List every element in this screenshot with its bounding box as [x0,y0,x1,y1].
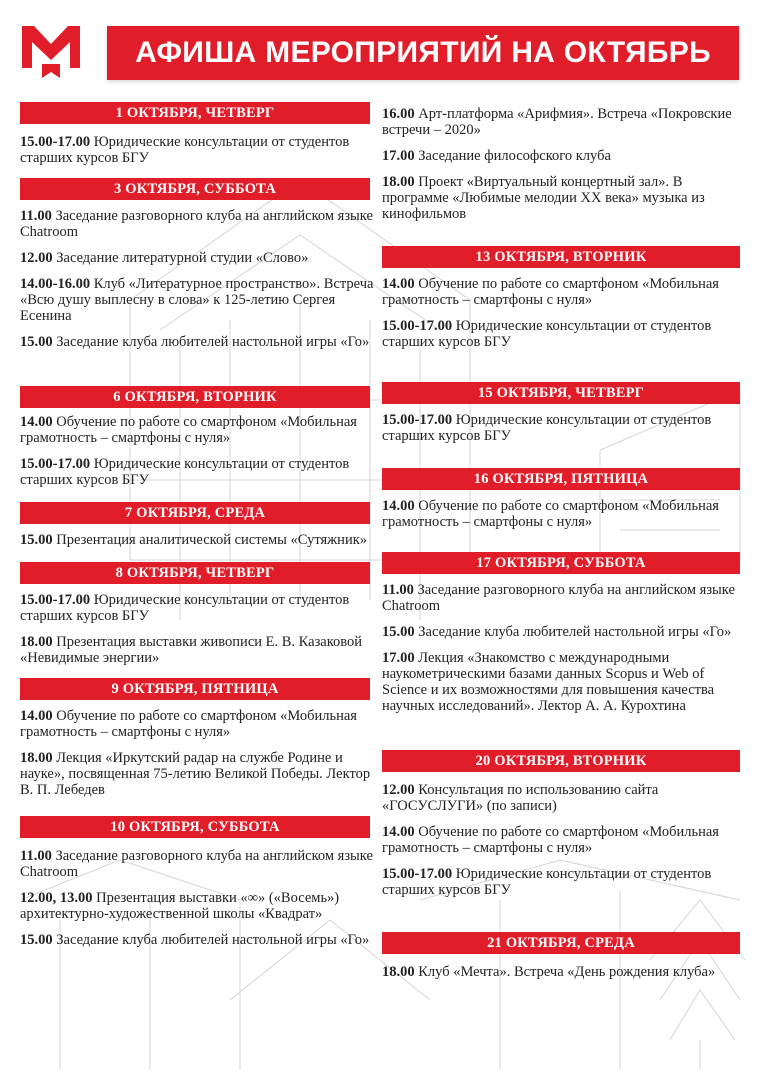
date-header: 3 ОКТЯБРЯ, СУББОТА [20,178,370,200]
date-header: 1 ОКТЯБРЯ, ЧЕТВЕРГ [20,102,370,124]
event-time: 15.00-17.00 [382,318,453,334]
event-time: 15.00 [382,624,415,640]
event [20,634,380,666]
event-text: Лекция «Иркутский радар на службе Родине и науке», посвященная 75-летию Великой Победы. Лектор В. П. Лебедев [20,750,371,798]
event [20,134,380,166]
event [382,318,742,350]
event-text: Юридические консультации от студентов старших курсов БГУ [20,592,350,624]
date-header: 20 ОКТЯБРЯ, ВТОРНИК [382,750,740,772]
event-text: Юридические консультации от студентов старших курсов БГУ [20,134,350,166]
event-time: 15.00 [20,932,53,948]
date-header: 17 ОКТЯБРЯ, СУББОТА [382,552,740,574]
event-time: 14.00 [20,414,53,430]
event-text: Юридические консультации от студентов старших курсов БГУ [382,866,712,898]
event-text: Заседание философского клуба [414,148,611,164]
event [20,276,380,324]
event-text: Заседание разговорного клуба на английском языке Chatroom [382,582,735,614]
event [382,866,742,898]
event [382,582,742,614]
event-time: 18.00 [382,174,415,190]
event-time: 15.00 [20,334,53,350]
left-column [0,102,380,948]
event-time: 15.00-17.00 [20,134,91,150]
event [20,414,380,446]
event-text: Обучение по работе со смартфоном «Мобильная грамотность – смартфоны с нуля» [382,824,719,856]
event [20,334,380,350]
event [20,456,380,488]
event-text: Клуб «Мечта». Встреча «День рождения клуба» [414,964,716,980]
event [382,650,742,714]
page-title: АФИША МЕРОПРИЯТИЙ НА ОКТЯБРЬ [107,26,739,80]
event-time: 12.00, 13.00 [20,890,93,906]
event [382,412,742,444]
event-text: Проект «Виртуальный концертный зал». В программе «Любимые мелодии XX века» музыка из кинофильмов [382,174,705,222]
event [382,174,742,222]
event [20,750,380,798]
event-text: Заседание литературной студии «Слово» [52,250,309,266]
event-time: 18.00 [20,634,53,650]
event-text: Заседание клуба любителей настольной игры «Го» [52,334,370,350]
event [382,782,742,814]
event-text: Юридические консультации от студентов старших курсов БГУ [20,456,350,488]
event [382,148,742,164]
event [382,106,742,138]
event-text: Заседание клуба любителей настольной игры «Го» [414,624,732,640]
event-time: 18.00 [382,964,415,980]
event-text: Арт-платформа «Арифмия». Встреча «Покровские встречи – 2020» [382,106,732,138]
event-text: Обучение по работе со смартфоном «Мобильная грамотность – смартфоны с нуля» [20,414,357,446]
event [20,208,380,240]
event [20,532,380,548]
event [382,824,742,856]
event-text: Юридические консультации от студентов старших курсов БГУ [382,412,712,444]
event-time: 14.00 [20,708,53,724]
date-header: 21 ОКТЯБРЯ, СРЕДА [382,932,740,954]
event [382,964,742,980]
event-text: Презентация выставки живописи Е. В. Казаковой «Невидимые энергии» [20,634,363,666]
event-time: 12.00 [382,782,415,798]
event [382,276,742,308]
event-text: Обучение по работе со смартфоном «Мобильная грамотность – смартфоны с нуля» [382,498,719,530]
event-time: 17.00 [382,148,415,164]
event-text: Презентация выставки «∞» («Восемь») архитектурно-художественной школы «Квадрат» [20,890,340,922]
event [20,848,380,880]
event-text: Заседание разговорного клуба на английском языке Chatroom [20,208,373,240]
event-text: Заседание разговорного клуба на английском языке Chatroom [20,848,373,880]
event [20,932,380,948]
event-text: Обучение по работе со смартфоном «Мобильная грамотность – смартфоны с нуля» [20,708,357,740]
event-time: 15.00-17.00 [20,456,91,472]
event-time: 15.00-17.00 [382,866,453,882]
date-header: 8 ОКТЯБРЯ, ЧЕТВЕРГ [20,562,370,584]
event-text: Презентация аналитической системы «Сутяжник» [52,532,367,548]
event-time: 11.00 [20,848,52,864]
date-header: 9 ОКТЯБРЯ, ПЯТНИЦА [20,678,370,700]
event-time: 11.00 [20,208,52,224]
event-time: 15.00 [20,532,53,548]
date-header: 16 ОКТЯБРЯ, ПЯТНИЦА [382,468,740,490]
event-text: Лекция «Знакомство с международными наукометрическими базами данных Scopus и Web of Science и их возможностями для повышения качества научных исследований». Лектор А. А. Курохтина [382,650,715,714]
event-time: 17.00 [382,650,415,666]
event [20,592,380,624]
event-time: 18.00 [20,750,53,766]
event-text: Юридические консультации от студентов старших курсов БГУ [382,318,712,350]
event-time: 15.00-17.00 [20,592,91,608]
event [20,708,380,740]
date-header: 10 ОКТЯБРЯ, СУББОТА [20,816,370,838]
date-header: 7 ОКТЯБРЯ, СРЕДА [20,502,370,524]
event-time: 14.00 [382,824,415,840]
date-header: 15 ОКТЯБРЯ, ЧЕТВЕРГ [382,382,740,404]
event-time: 14.00 [382,498,415,514]
event-text: Консультация по использованию сайта «ГОСУСЛУГИ» (по записи) [382,782,659,814]
library-logo-icon [20,24,82,80]
event-text: Обучение по работе со смартфоном «Мобильная грамотность – смартфоны с нуля» [382,276,719,308]
event-text: Заседание клуба любителей настольной игры «Го» [52,932,370,948]
event-time: 12.00 [20,250,53,266]
date-header: 13 ОКТЯБРЯ, ВТОРНИК [382,246,740,268]
event-time: 11.00 [382,582,414,598]
event [20,250,380,266]
event-text: Клуб «Литературное пространство». Встреча «Всю душу выплесну в слова» к 125-летию Сергея Есенина [20,276,374,324]
event-time: 14.00-16.00 [20,276,91,292]
event [382,498,742,530]
right-column [380,102,741,980]
event-time: 16.00 [382,106,415,122]
event [382,624,742,640]
event [20,890,380,922]
date-header: 6 ОКТЯБРЯ, ВТОРНИК [20,386,370,408]
event-time: 14.00 [382,276,415,292]
event-time: 15.00-17.00 [382,412,453,428]
